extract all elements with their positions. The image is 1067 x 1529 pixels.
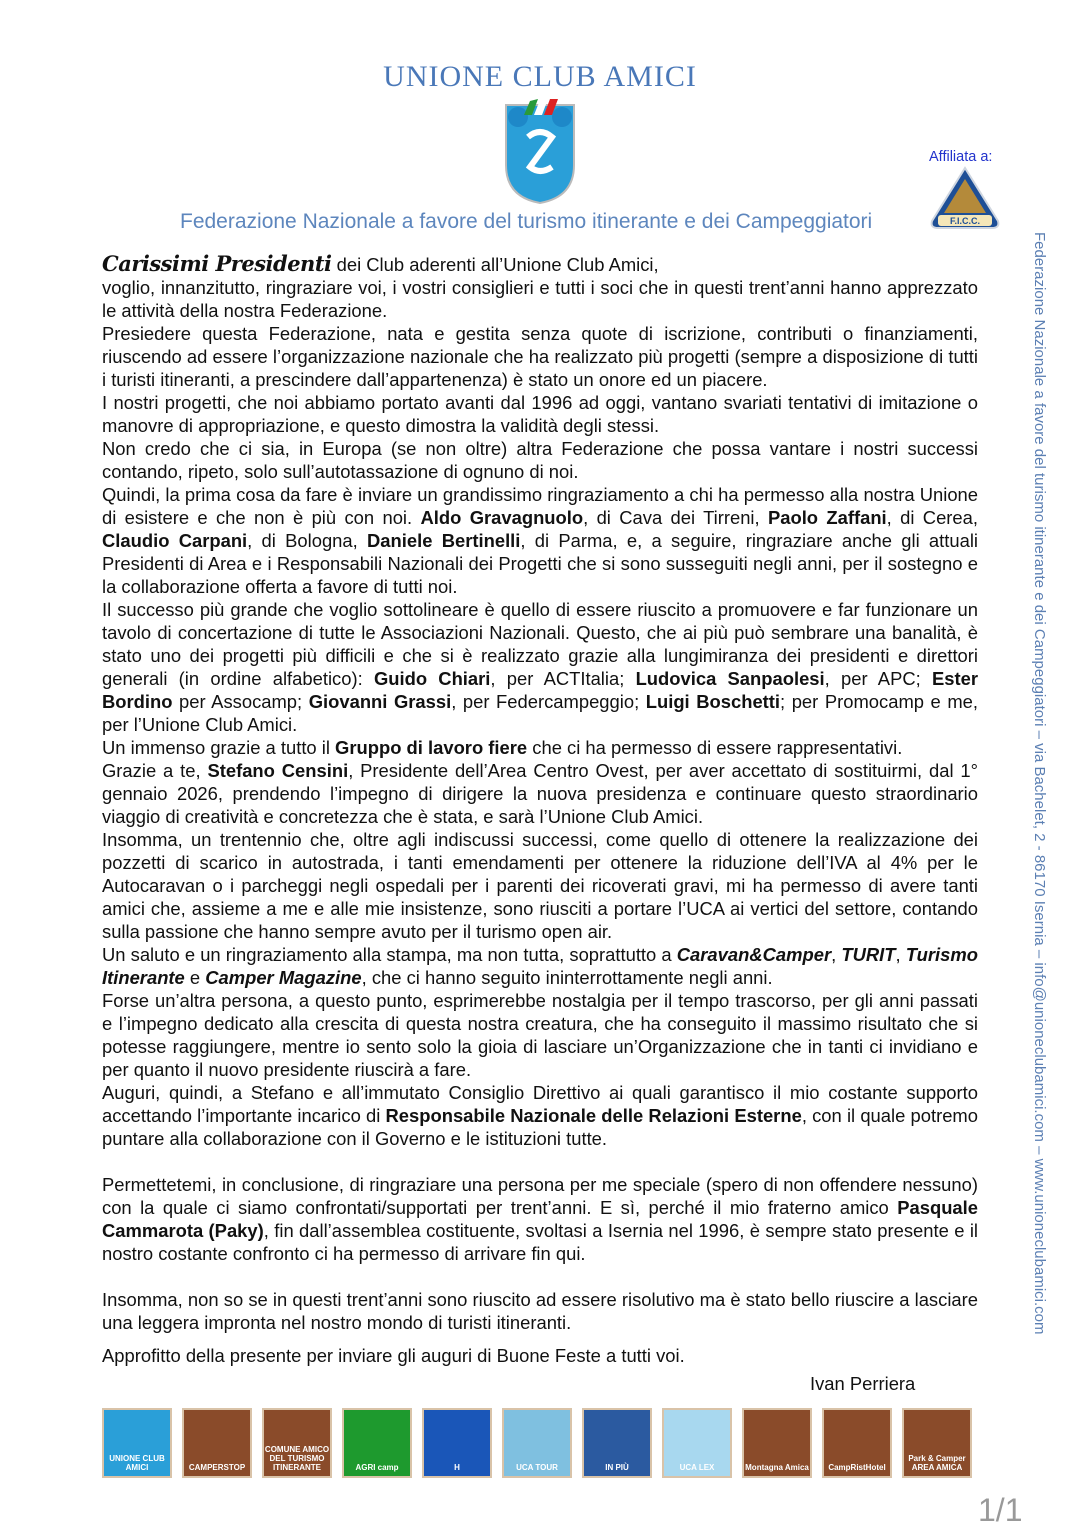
bold-text: Turismo Itinerante: [102, 944, 978, 988]
subtitle: Federazione Nazionale a favore del turismo itinerante e dei Campeggiatori: [180, 210, 873, 233]
text-run: , di Bologna,: [247, 530, 368, 551]
bold-text: Giovanni Grassi: [308, 691, 452, 712]
uca-logo: [500, 97, 580, 205]
text-run: Insomma, un trentennio che, oltre agli indiscussi successi, come quello di ottenere la realizzazione dei pozzetti di scarico in autostrada, i tanti emendamenti per ottenere la riduzione dell’IVA al 4% per le Autocaravan o i parcheggi negli ospedali per i parenti dei ricoverati gravi, mi ha permesso di avere tanti amici che, assieme a me e alle mie insistenze, sono riusciti a portare l’UCA ai vertici del settore, contando sulla passione che hanno sempre avuto per il turismo open air.: [102, 829, 978, 942]
paragraph: [102, 1081, 978, 1150]
text-run: Permettetemi, in conclusione, di ringraziare una persona per me speciale (spero di non offendere nessuno) con la quale ci siamo confrontati/supportati per trent’anni. E sì, perché il mio fraterno amico: [102, 1174, 978, 1218]
bold-text: Luigi Boschetti: [645, 691, 781, 712]
text-run: , per ACTItalia;: [490, 668, 636, 689]
side-contact-text: Federazione Nazionale a favore del turismo itinerante e dei Campeggiatori – via Bachelet, 2 - 86170 Isernia – info@unioneclubamici.com – www.unioneclubamici.com: [1031, 232, 1048, 1335]
bold-text: Claudio Carpani: [102, 530, 248, 551]
partner-logo: [822, 1408, 892, 1478]
partner-logo: [662, 1408, 732, 1478]
greeting: [102, 252, 978, 276]
text-run: , di Cerea,: [886, 507, 978, 528]
text-run: , Presidente dell’Area Centro Ovest, per aver accettato di sostituirmi, dal 1° gennaio 2026, prendendo l’impegno di dirigere la nuova presidenza e continuare questo straordinario viaggio di creatività e concretezza che è stata, e sarà l’Unione Club Amici.: [102, 760, 978, 827]
bold-text: Gruppo di lavoro fiere: [335, 737, 528, 758]
partner-logo-label: CAMPERSTOP: [188, 1463, 246, 1472]
text-run: che ci ha permesso di essere rappresentativi.: [527, 737, 903, 758]
partner-logo-label: COMUNE AMICO DEL TURISMO ITINERANTE: [264, 1445, 330, 1472]
ficc-logo: [928, 165, 1002, 231]
partner-logo-label: IN PIÙ: [605, 1463, 629, 1472]
page-indicator: 1/1: [978, 1492, 1023, 1528]
text-run: e: [184, 967, 206, 988]
paragraph: [102, 1344, 978, 1367]
text-run: ,: [895, 944, 906, 965]
text-run: Un saluto e un ringraziamento alla stampa, ma non tutta, soprattutto a: [102, 944, 677, 965]
bold-text: Stefano Censini: [207, 760, 349, 781]
paragraph: [102, 759, 978, 828]
text-run: , di Parma, e, a seguire, ringraziare anche gli attuali Presidenti di Area e i Responsabili Nazionali dei Progetti che si sono susseguiti negli anni, per il sostegno e la collaborazione offerta a favore di tutti noi.: [102, 530, 979, 597]
partner-logo: [422, 1408, 492, 1478]
paragraph: [102, 598, 978, 736]
bold-text: Camper Magazine: [205, 967, 362, 988]
paragraph: [102, 1288, 978, 1334]
paragraph: [102, 1173, 978, 1265]
page-title: UNIONE CLUB AMICI: [383, 60, 697, 93]
paragraph: [102, 989, 978, 1081]
svg-text:F.I.C.C.: F.I.C.C.: [949, 216, 981, 226]
partner-logo-label: UCA LEX: [679, 1463, 715, 1472]
bold-text: Ludovica Sanpaolesi: [635, 668, 825, 689]
text-run: , fin dall’assemblea costituente, svoltasi a Isernia nel 1996, è sempre stato presente e il nostro costante confronto ci ha permesso di arrivare fin qui.: [102, 1220, 978, 1264]
text-run: , per Federcampeggio;: [451, 691, 646, 712]
text-run: Un immenso grazie a tutto il: [102, 737, 336, 758]
partner-logo: [502, 1408, 572, 1478]
paragraph: [102, 736, 978, 759]
bold-text: Daniele Bertinelli: [367, 530, 521, 551]
partner-logo-label: UNIONE CLUB AMICI: [109, 1454, 165, 1472]
text-run: ; per Promocamp e me, per l’Unione Club Amici.: [102, 691, 979, 735]
footer-logos: [102, 1408, 972, 1478]
partner-logo-label: Montagna Amica: [745, 1463, 809, 1472]
greeting-text: dei Club aderenti all’Unione Club Amici,: [331, 254, 659, 275]
partner-logo-label: CampRistHotel: [828, 1463, 886, 1472]
text-run: voglio, innanzitutto, ringraziare voi, i vostri consiglieri e tutti i soci che in questi trent’anni hanno apprezzato le attività della nostra Federazione.: [102, 277, 978, 321]
affiliated-label: Affiliata a:: [929, 149, 993, 165]
paragraph: [102, 943, 978, 989]
bold-text: Guido Chiari: [373, 668, 491, 689]
paragraph: [102, 276, 978, 322]
text-run: , di Cava dei Tirreni,: [583, 507, 768, 528]
text-run: Quindi, la prima cosa da fare è inviare un grandissimo ringraziamento a chi ha permesso alla nostra Unione di esistere e che non è più con noi.: [102, 484, 978, 528]
partner-logo: [742, 1408, 812, 1478]
partner-logo: [342, 1408, 412, 1478]
partner-logo: [182, 1408, 252, 1478]
text-run: Grazie a te,: [102, 760, 208, 781]
text-run: , per APC;: [824, 668, 932, 689]
text-run: Auguri, quindi, a Stefano e all’immutato Consiglio Direttivo ai quali garantisco il mio costante supporto accettando l’importante incarico di: [102, 1082, 978, 1126]
paragraph: [102, 483, 978, 598]
bold-text: Aldo Gravagnuolo: [420, 507, 584, 528]
partner-logo-label: UCA TOUR: [516, 1463, 558, 1472]
text-run: Insomma, non so se in questi trent’anni sono riuscito ad essere risolutivo ma è stato bello riuscire a lasciare una leggera impronta nel nostro mondo di turisti itineranti.: [102, 1289, 978, 1333]
partner-logo-label: Park & Camper AREA AMICA: [908, 1454, 966, 1472]
partner-logo: [582, 1408, 652, 1478]
bold-text: Paolo Zaffani: [767, 507, 887, 528]
text-run: Non credo che ci sia, in Europa (se non oltre) altra Federazione che possa vantare i nostri successi contando, ripeto, solo sull’autotassazione di ognuno di noi.: [102, 438, 978, 482]
text-run: I nostri progetti, che noi abbiamo portato avanti dal 1996 ad oggi, vantano svariati tentativi di imitazione o manovre di appropriazione, e questo dimostra la validità degli stessi.: [102, 392, 978, 436]
greeting-script: Carissimi Presidenti: [102, 251, 332, 276]
partner-logo: [102, 1408, 172, 1478]
bold-text: TURIT: [841, 944, 896, 965]
letter-body: [102, 252, 978, 1367]
bold-text: Ester Bordino: [102, 668, 978, 712]
signature: Ivan Perriera: [810, 1373, 916, 1394]
text-run: Presiedere questa Federazione, nata e gestita senza quote di iscrizione, contributi o finanziamenti, riuscendo ad essere l’organizzazione nazionale che ha realizzato più progetti (sempre a disposizione di tutti i turisti itineranti, a prescindere dall’appartenenza) è stato un onore ed un piacere.: [102, 323, 978, 390]
paragraph: [102, 437, 978, 483]
partner-logo: [902, 1408, 972, 1478]
partner-logo-label: H: [454, 1463, 460, 1472]
paragraph: [102, 322, 978, 391]
text-run: Il successo più grande che voglio sottolineare è quello di essere riuscito a promuovere e far funzionare un tavolo di concertazione di tutte le Associazioni Nazionali. Questo, che ai più può sembrare una banalità, è stato uno dei progetti più difficili e che si è realizzato grazie alla lungimiranza dei presidenti e direttori generali (in ordine alfabetico):: [102, 599, 978, 689]
bold-text: Responsabile Nazionale delle Relazioni Esterne: [385, 1105, 802, 1126]
bold-text: Pasquale Cammarota (Paky): [102, 1197, 978, 1241]
text-run: ,: [831, 944, 842, 965]
partner-logo: [262, 1408, 332, 1478]
paragraph: [102, 391, 978, 437]
bold-text: Caravan&Camper: [676, 944, 832, 965]
text-run: Forse un’altra persona, a questo punto, esprimerebbe nostalgia per il tempo trascorso, per gli anni passati e l’impegno dedicato alla crescita di questa nostra creatura, che ha conseguito il massimo risultato che si potesse raggiungere, mentre io sento solo la gioia di lasciare un’Organizzazione che in tanti ci invidiano e per quanto il nuovo presidente riuscirà a fare.: [102, 990, 978, 1080]
text-run: , che ci hanno seguito ininterrottamente negli anni.: [361, 967, 773, 988]
text-run: , con il quale potremo puntare alla collaborazione con il Governo e le istituzioni tutte.: [102, 1105, 978, 1149]
partner-logo-label: AGRI camp: [355, 1463, 399, 1472]
text-run: per Assocamp;: [172, 691, 309, 712]
text-run: Approfitto della presente per inviare gli auguri di Buone Feste a tutti voi.: [102, 1345, 685, 1366]
paragraph: [102, 828, 978, 943]
